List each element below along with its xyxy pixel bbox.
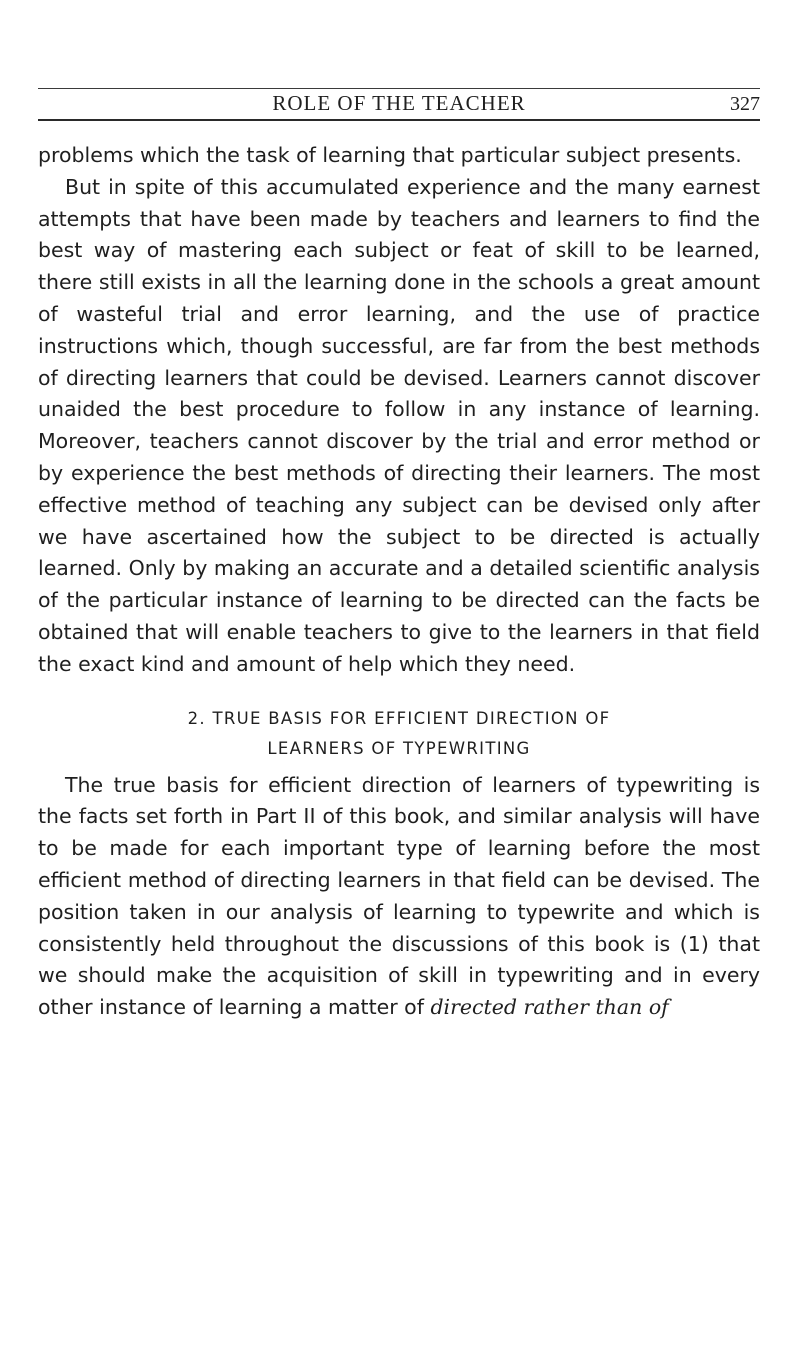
- section-body: [38, 770, 760, 1024]
- section-heading: [38, 704, 760, 764]
- paragraph: But in spite of this accumulated experience and the many earnest attempts that have been made by teachers and learners to find the best way of mastering each subject or feat of skill to be learned, there still exists in all the learning done in the schools a great amount of wasteful trial and error learning, and the use of practice instructions which, though successful, are far from the best methods of directing learners that could be devised. Learners cannot discover unaided the best procedure to follow in any instance of learning. Moreover, teachers cannot discover by the trial and error method or by experience the best methods of directing their learners. The most effective method of teaching any subject can be devised only after we have ascertained how the subject to be directed is actually learned. Only by making an accurate and a detailed scientific analysis of the particular instance of learning to be directed can the facts be obtained that will enable teachers to give to the learners in that field the exact kind and amount of help which they need.: [38, 174, 760, 676]
- section-heading-line: 2. TRUE BASIS FOR EFFICIENT DIRECTION OF: [187, 708, 611, 728]
- paragraph-text: The true basis for efficient direction of learners of typewriting is the facts set forth in Part II of this book, and similar analysis will have to be made for each important type of learning before the most efficient method of directing learners in that field can be devised. The position taken in our analysis of learning to typewrite and which is consistently held throughout the discussions of this book is (1) that we should make the acquisition of skill in typewriting and in every other instance of learning a matter of: [38, 772, 760, 1020]
- section-heading-line: LEARNERS OF TYPEWRITING: [267, 738, 531, 758]
- running-title: ROLE OF THE TEACHER: [272, 91, 526, 115]
- running-header: [38, 88, 760, 121]
- paragraph-continued: problems which the task of learning that particular subject presents.: [38, 143, 742, 167]
- page-number: 327: [730, 93, 760, 115]
- paragraph: [38, 770, 760, 1024]
- italic-phrase: directed rather than of: [430, 995, 669, 1020]
- body-text: [38, 140, 760, 1024]
